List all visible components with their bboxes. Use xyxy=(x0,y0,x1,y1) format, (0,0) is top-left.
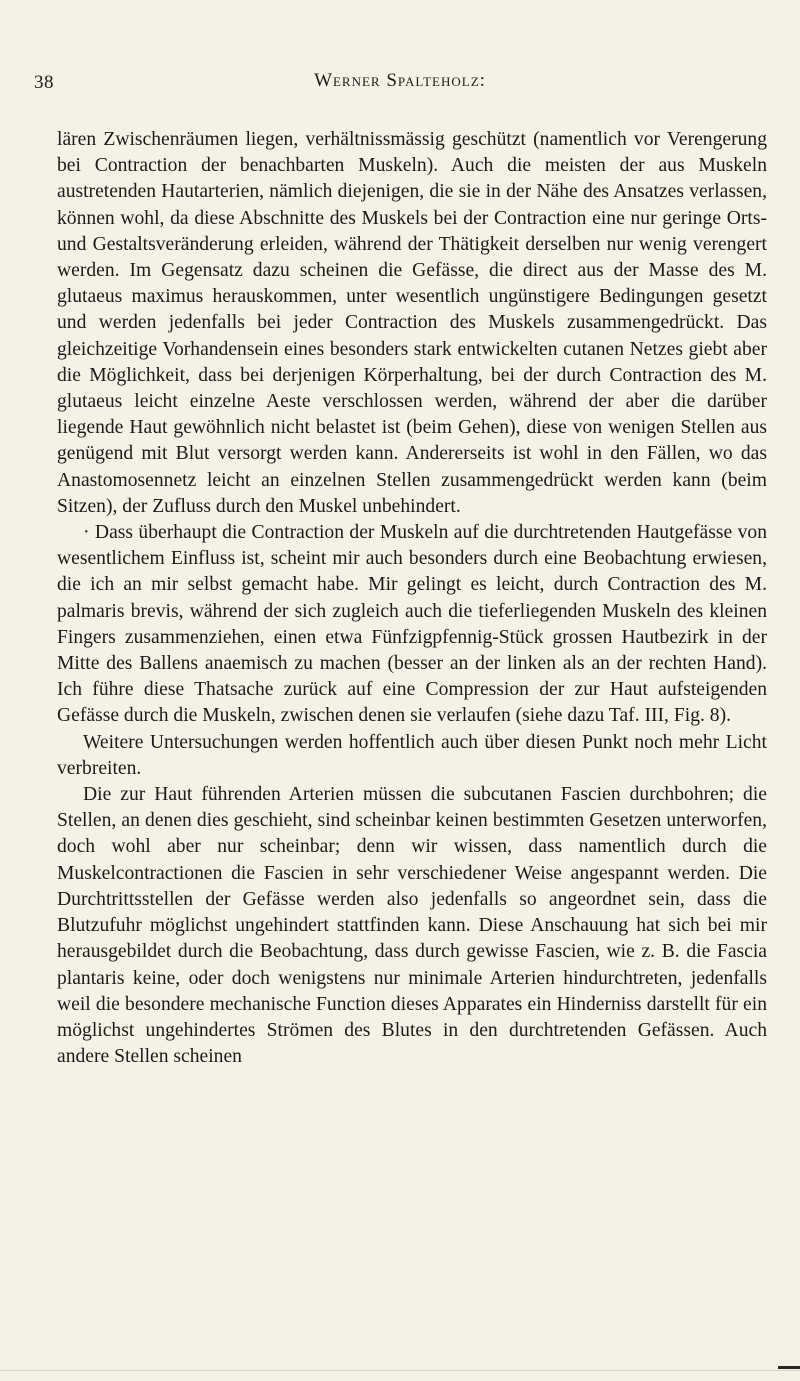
paragraph: Die zur Haut führenden Arterien müssen die subcutanen Fascien durchbohren; die Stellen, an denen dies geschieht, sind scheinbar keinen bestimmten Gesetzen unterworfen, doch wohl aber nur scheinbar; denn wir wissen, dass namentlich durch die Muskelcontractionen die Fascien in sehr verschiedener Weise angespannt werden. Die Durchtrittsstellen der Gefässe werden also jedenfalls so angeordnet sein, dass die Blutzufuhr möglichst ungehindert stattfinden kann. Diese Anschauung hat sich bei mir herausgebildet durch die Beobachtung, dass durch gewisse Fascien, wie z. B. die Fascia plantaris keine, oder doch wenigstens nur minimale Arterien hindurchtreten, jedenfalls weil die besondere mechanische Function dieses Apparates ein Hinderniss darstellt für ein möglichst ungehindertes Strömen des Blutes in den durchtretenden Gefässen. Auch andere Stellen scheinen xyxy=(57,784,767,1068)
page-edge-line xyxy=(0,1370,800,1371)
running-head: Werner Spalteholz: xyxy=(314,70,486,91)
page-edge-mark xyxy=(778,1366,800,1369)
paragraph: Weitere Untersuchungen werden hoffentlich auch über diesen Punkt noch mehr Licht verbreiten. xyxy=(57,731,767,779)
paragraph: lären Zwischenräumen liegen, verhältnissmässig geschützt (namentlich vor Verengerung bei Contraction der benachbarten Muskeln). Auch die meisten der aus Muskeln austretenden Hautarterien, nämlich diejenigen, die sie in der Nähe des Ansatzes verlassen, können wohl, da diese Abschnitte des Muskels bei der Contraction eine nur geringe Orts- und Gestaltsveränderung erleiden, während der Thätigkeit derselben nur wenig verengert werden. Im Gegensatz dazu scheinen die Gefässe, die direct aus der Masse des M. glutaeus maximus herauskommen, unter wesentlich ungünstigere Bedingungen gesetzt und werden jedenfalls bei jeder Contraction des Muskels zusammengedrückt. Das gleichzeitige Vorhandensein eines besonders stark entwickelten cutanen Netzes giebt aber die Möglichkeit, dass bei derjenigen Körperhaltung, bei der durch Contraction des M. glutaeus leicht einzelne Aeste verschlossen werden, während der aber die darüber liegende Haut gewöhnlich nicht belastet ist (beim Gehen), diese von wenigen Stellen aus genügend mit Blut versorgt werden kann. Andererseits ist wohl in den Fällen, wo das Anastomosennetz leicht an einzelnen Stellen zusammengedrückt werden kann (beim Sitzen), der Zufluss durch den Muskel unbehindert. xyxy=(57,129,767,517)
body-text xyxy=(57,127,767,1070)
paragraph: · Dass überhaupt die Contraction der Muskeln auf die durchtretenden Hautgefässe von wesentlichem Einfluss ist, scheint mir auch besonders durch eine Beobachtung erwiesen, die ich an mir selbst gemacht habe. Mir gelingt es leicht, durch Contraction des M. palmaris brevis, während der sich zugleich auch die tieferliegenden Muskeln des kleinen Fingers zusammenziehen, einen etwa Fünfzigpfennig-Stück grossen Hautbezirk in der Mitte des Ballens anaemisch zu machen (besser an der linken als an der rechten Hand). Ich führe diese Thatsache zurück auf eine Compression der zur Haut aufsteigenden Gefässe durch die Muskeln, zwischen denen sie verlaufen (siehe dazu Taf. III, Fig. 8). xyxy=(57,522,767,727)
page-number: 38 xyxy=(34,72,54,93)
